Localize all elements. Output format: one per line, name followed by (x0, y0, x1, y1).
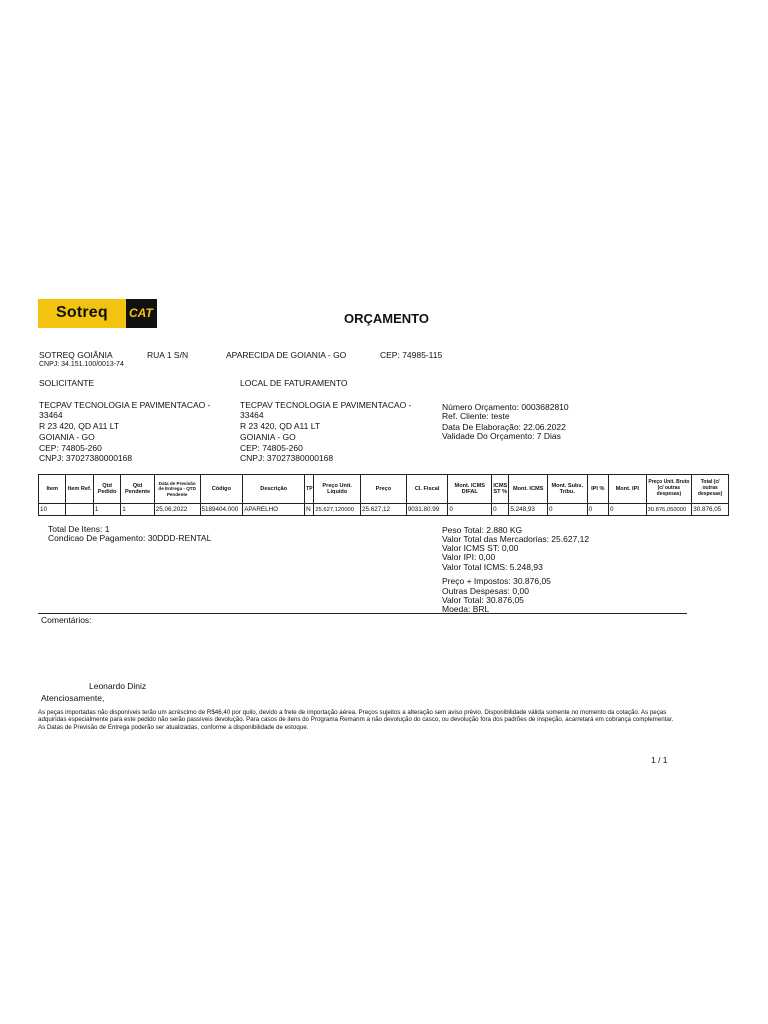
total-weight: Peso Total: 2.880 KG (442, 525, 523, 535)
currency: Moeda: BRL (442, 604, 490, 614)
cat-logo-icon (126, 299, 157, 328)
table-cell: 0 (547, 504, 587, 516)
solicitante-label: SOLICITANTE (39, 378, 95, 388)
faturamento-line: GOIANIA - GO (240, 432, 296, 442)
sotreq-cat-logo (38, 299, 157, 328)
table-cell (66, 504, 93, 516)
issue-date: Data De Elaboração: 22.06.2022 (442, 422, 566, 432)
table-cell: 5189404.000 (200, 504, 243, 516)
column-header: TP (305, 475, 314, 504)
faturamento-label: LOCAL DE FATURAMENTO (240, 378, 348, 388)
grand-total: Valor Total: 30.876,05 (442, 595, 524, 605)
validity: Validade Do Orçamento: 7 Dias (442, 431, 561, 441)
greeting: Atenciosamente, (41, 693, 105, 703)
faturamento-line: R 23 420, QD A11 LT (240, 421, 321, 431)
faturamento-line: CEP: 74805-260 (240, 443, 303, 453)
cat-logo-text: CAT (129, 306, 153, 320)
ipi-value: Valor IPI: 0,00 (442, 552, 496, 562)
separator-line (38, 613, 687, 614)
column-header: Mont. ICMS (509, 475, 548, 504)
solicitante-line: GOIANIA - GO (39, 432, 95, 442)
table-cell: 25.627,120000 (314, 504, 361, 516)
table-cell: 10 (39, 504, 66, 516)
table-cell: 30.876,050000 (646, 504, 692, 516)
company-cnpj: CNPJ: 34.151.100/0013-74 (39, 361, 124, 368)
client-ref: Ref. Cliente: teste (442, 411, 510, 421)
table-cell: 1 (121, 504, 155, 516)
solicitante-line: 33464 (39, 410, 63, 420)
table-cell: 5.248,93 (509, 504, 548, 516)
company-cep: CEP: 74985-115 (380, 350, 443, 360)
table-cell: 9031.80.99 (406, 504, 448, 516)
table-header-row (39, 475, 729, 504)
table-cell: 25.627,12 (361, 504, 407, 516)
comments-label: Comentários: (41, 615, 92, 625)
icms-st-value: Valor ICMS ST: 0,00 (442, 543, 519, 553)
column-header: Total (c/ outras despesas) (692, 475, 729, 504)
items-table (38, 474, 729, 516)
table-row (39, 504, 729, 516)
column-header: Item Ref. (66, 475, 93, 504)
faturamento-line: CNPJ: 37027380000168 (240, 453, 334, 463)
column-header: Preço Unit. Líquido (314, 475, 361, 504)
table-cell: 25.06.2022 (154, 504, 200, 516)
column-header: Item (39, 475, 66, 504)
table-cell: 0 (448, 504, 492, 516)
column-header: Mont. ICMS DIFAL (448, 475, 492, 504)
goods-total: Valor Total das Mercadorias: 25.627,12 (442, 534, 590, 544)
column-header: Data de Previsão de Entrega - QTD Pendente (154, 475, 200, 504)
page-number: 1 / 1 (651, 755, 668, 765)
table-cell: 30.876,05 (692, 504, 729, 516)
logo-brand-name: Sotreq (56, 304, 108, 321)
page-title: ORÇAMENTO (344, 311, 429, 326)
company-name: SOTREQ GOIÂNIA (39, 350, 113, 360)
solicitante-line: CNPJ: 37027380000168 (39, 453, 133, 463)
table-cell: APARELHO (243, 504, 305, 516)
column-header: Preço (361, 475, 407, 504)
icms-total: Valor Total ICMS: 5.248,93 (442, 562, 543, 572)
column-header: ICMS ST % (492, 475, 509, 504)
company-city: APARECIDA DE GOIANIA - GO (226, 350, 347, 360)
column-header: Preço Unit. Bruto (c/ outras despesas) (646, 475, 692, 504)
company-street: RUA 1 S/N (147, 350, 189, 360)
solicitante-line: R 23 420, QD A11 LT (39, 421, 120, 431)
price-plus-taxes: Preço + Impostos: 30.876,05 (442, 576, 551, 586)
footer-disclaimer: As peças importadas não disponíveis terão um acréscimo de R$46,40 por quilo, devido a frete de importação aérea. Preços sujeitos a alteração sem aviso prévio. Disponibilidade válida somente no momento da cotação. As peças adquiridas especialmente para este pedido não serão passíveis devolução. Para casos de itens do Programa Remanm a não devolução do casco, ou devolução fora dos padrões de inspeção, acarretará em cobrança complementar. As Datas de Previsão de Entrega poderão ser atualizadas, conforme a disponibilidade de estoque. (38, 709, 674, 731)
table-cell: 0 (492, 504, 509, 516)
total-items: Total De Itens: 1 (48, 524, 110, 534)
table-cell: N (305, 504, 314, 516)
solicitante-line: CEP: 74805-260 (39, 443, 102, 453)
column-header: Descrição (243, 475, 305, 504)
column-header: IPI % (587, 475, 608, 504)
column-header: Cl. Fiscal (406, 475, 448, 504)
table-cell: 0 (587, 504, 608, 516)
quote-number: Número Orçamento: 0003682810 (442, 402, 569, 412)
column-header: Qtd Pendente (121, 475, 155, 504)
column-header: Qtd Pedido (93, 475, 120, 504)
faturamento-line: 33464 (240, 410, 264, 420)
column-header: Mont. IPI (608, 475, 646, 504)
solicitante-line: TECPAV TECNOLOGIA E PAVIMENTACAO - (39, 400, 211, 410)
table-cell: 0 (608, 504, 646, 516)
payment-condition: Condicao De Pagamento: 30DDD-RENTAL (48, 533, 212, 543)
signer-name: Leonardo Diniz (89, 681, 147, 691)
faturamento-line: TECPAV TECNOLOGIA E PAVIMENTACAO - (240, 400, 412, 410)
other-expenses: Outras Despesas: 0,00 (442, 586, 529, 596)
column-header: Mont. Subs. Tribu. (547, 475, 587, 504)
table-cell: 1 (93, 504, 120, 516)
column-header: Código (200, 475, 243, 504)
